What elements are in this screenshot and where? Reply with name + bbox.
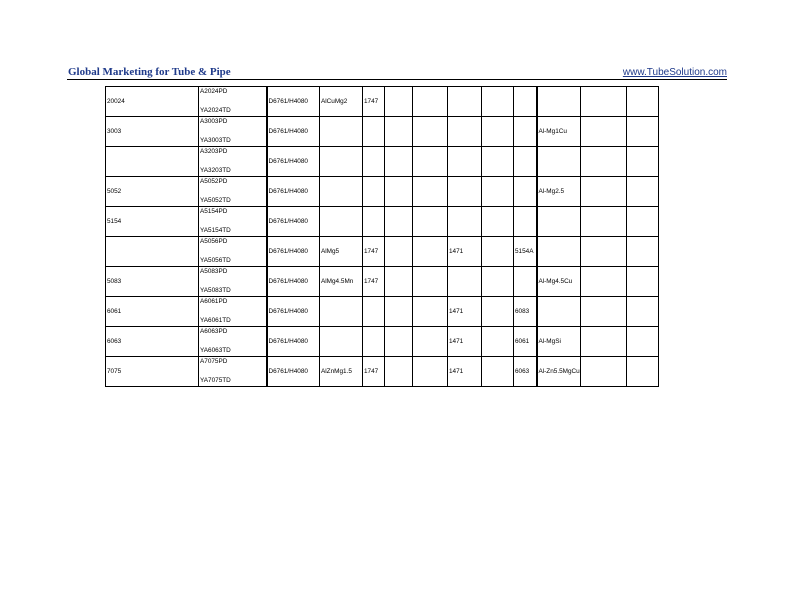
- cell-product-codes: [199, 357, 267, 387]
- cell-designation: [320, 297, 363, 327]
- cell-col6: [385, 297, 413, 327]
- cell-col8: [448, 87, 482, 117]
- table-row: [106, 87, 693, 117]
- cell-col10: [514, 267, 537, 297]
- cell-code-tube: YA5056TD: [200, 257, 231, 264]
- cell-col6: [385, 267, 413, 297]
- cell-code-pipe: A5052PD: [200, 178, 228, 185]
- cell-col9: [482, 87, 514, 117]
- cell-standard: D6761/H4080: [267, 357, 320, 387]
- cell-alloy: 5083: [106, 267, 199, 297]
- cell-din: [363, 297, 385, 327]
- cell-col7: [413, 117, 448, 147]
- cell-col12: [580, 237, 626, 267]
- cell-designation: [320, 207, 363, 237]
- cell-alloy: 6061: [106, 297, 199, 327]
- cell-code-pipe: A5154PD: [200, 208, 228, 215]
- cell-alloy: [106, 147, 199, 177]
- cell-col9: [482, 177, 514, 207]
- cell-iso: [537, 87, 581, 117]
- cell-code-tube: YA3203TD: [200, 167, 231, 174]
- cell-din: [363, 177, 385, 207]
- cell-col6: [385, 147, 413, 177]
- cell-col8: 1471: [448, 297, 482, 327]
- cell-alloy: 5052: [106, 177, 199, 207]
- cell-col12: [580, 297, 626, 327]
- cell-col8: [448, 267, 482, 297]
- table-row: [106, 117, 693, 147]
- alloy-spec-table: [105, 86, 693, 387]
- table-row: [106, 177, 693, 207]
- cell-col9: [482, 207, 514, 237]
- cell-col13: [626, 267, 658, 297]
- cell-designation: AlMg4.5Mn: [320, 267, 363, 297]
- cell-iso: Al-Mg1Cu: [537, 117, 581, 147]
- cell-col9: [482, 267, 514, 297]
- cell-col6: [385, 87, 413, 117]
- cell-col12: [580, 177, 626, 207]
- page-header-link[interactable]: www.TubeSolution.com: [622, 67, 727, 78]
- cell-designation: [320, 117, 363, 147]
- cell-col10: 6061: [514, 327, 537, 357]
- cell-din: 1747: [363, 357, 385, 387]
- cell-col13: [626, 87, 658, 117]
- cell-iso: [537, 297, 581, 327]
- cell-col9: [482, 357, 514, 387]
- cell-product-codes: [199, 267, 267, 297]
- cell-code-tube: YA7075TD: [200, 377, 231, 384]
- cell-iso: [537, 147, 581, 177]
- cell-col12: [580, 357, 626, 387]
- cell-code-pipe: A5056PD: [200, 238, 228, 245]
- cell-col6: [385, 177, 413, 207]
- table-row: [106, 357, 693, 387]
- cell-code-pipe: A6063PD: [200, 328, 228, 335]
- cell-col10: [514, 207, 537, 237]
- table-row: [106, 297, 693, 327]
- cell-col8: [448, 207, 482, 237]
- cell-din: [363, 147, 385, 177]
- table-row: [106, 147, 693, 177]
- cell-din: [363, 117, 385, 147]
- cell-col9: [482, 117, 514, 147]
- cell-col9: [482, 147, 514, 177]
- cell-col6: [385, 327, 413, 357]
- cell-code-pipe: A5083PD: [200, 268, 228, 275]
- cell-din: 1747: [363, 267, 385, 297]
- cell-code-pipe: A3203PD: [200, 148, 228, 155]
- cell-col13: [626, 177, 658, 207]
- cell-product-codes: [199, 237, 267, 267]
- cell-col10: [514, 117, 537, 147]
- cell-code-pipe: A6061PD: [200, 298, 228, 305]
- cell-col6: [385, 357, 413, 387]
- cell-col10: 6083: [514, 297, 537, 327]
- cell-col7: [413, 177, 448, 207]
- cell-col13: [626, 147, 658, 177]
- table-row: [106, 237, 693, 267]
- cell-col7: [413, 87, 448, 117]
- cell-din: 1747: [363, 237, 385, 267]
- cell-code-tube: YA2024TD: [200, 107, 231, 114]
- cell-standard: D6761/H4080: [267, 327, 320, 357]
- cell-col7: [413, 267, 448, 297]
- cell-col9: [482, 327, 514, 357]
- cell-col6: [385, 117, 413, 147]
- cell-standard: D6761/H4080: [267, 237, 320, 267]
- cell-col12: [580, 87, 626, 117]
- cell-code-tube: YA5083TD: [200, 287, 231, 294]
- cell-col9: [482, 297, 514, 327]
- cell-code-pipe: A3003PD: [200, 118, 228, 125]
- cell-product-codes: [199, 117, 267, 147]
- cell-col13: [626, 207, 658, 237]
- table-row: [106, 267, 693, 297]
- cell-iso: Al-MgSi: [537, 327, 581, 357]
- cell-standard: D6761/H4080: [267, 147, 320, 177]
- cell-col8: 1471: [448, 357, 482, 387]
- cell-col7: [413, 207, 448, 237]
- cell-product-codes: [199, 297, 267, 327]
- cell-col10: 5154A: [514, 237, 537, 267]
- cell-standard: D6761/H4080: [267, 117, 320, 147]
- cell-din: 1747: [363, 87, 385, 117]
- cell-standard: D6761/H4080: [267, 207, 320, 237]
- cell-designation: AlCuMg2: [320, 87, 363, 117]
- cell-col12: [580, 147, 626, 177]
- cell-designation: AlZnMg1.5: [320, 357, 363, 387]
- cell-designation: AlMg5: [320, 237, 363, 267]
- cell-designation: [320, 177, 363, 207]
- cell-iso: Al-Mg4.5Cu: [537, 267, 581, 297]
- cell-code-tube: YA6061TD: [200, 317, 231, 324]
- cell-alloy: 5154: [106, 207, 199, 237]
- cell-col8: [448, 177, 482, 207]
- table-row: [106, 207, 693, 237]
- cell-col10: [514, 87, 537, 117]
- cell-col13: [626, 327, 658, 357]
- cell-code-tube: YA5052TD: [200, 197, 231, 204]
- cell-alloy: 7075: [106, 357, 199, 387]
- cell-designation: [320, 327, 363, 357]
- cell-col8: 1471: [448, 327, 482, 357]
- table-body: [106, 87, 693, 387]
- cell-col10: [514, 177, 537, 207]
- cell-standard: D6761/H4080: [267, 267, 320, 297]
- cell-standard: D6761/H4080: [267, 177, 320, 207]
- cell-code-tube: YA3003TD: [200, 137, 231, 144]
- header-divider: [67, 79, 727, 80]
- cell-alloy: [106, 237, 199, 267]
- cell-code-pipe: A2024PD: [200, 88, 228, 95]
- cell-col10: 6063: [514, 357, 537, 387]
- table-row: [106, 327, 693, 357]
- cell-col9: [482, 237, 514, 267]
- cell-iso: [537, 237, 581, 267]
- cell-din: [363, 327, 385, 357]
- cell-standard: D6761/H4080: [267, 297, 320, 327]
- cell-col10: [514, 147, 537, 177]
- cell-col13: [626, 237, 658, 267]
- cell-col7: [413, 237, 448, 267]
- cell-code-tube: YA5154TD: [200, 227, 231, 234]
- cell-alloy: 6063: [106, 327, 199, 357]
- cell-col7: [413, 357, 448, 387]
- cell-product-codes: [199, 207, 267, 237]
- cell-iso: [537, 207, 581, 237]
- cell-alloy: 20024: [106, 87, 199, 117]
- cell-product-codes: [199, 147, 267, 177]
- cell-alloy: 3003: [106, 117, 199, 147]
- cell-code-tube: YA6063TD: [200, 347, 231, 354]
- cell-col7: [413, 297, 448, 327]
- cell-iso: Al-Zn5.5MgCu: [537, 357, 581, 387]
- cell-col12: [580, 327, 626, 357]
- cell-col12: [580, 117, 626, 147]
- cell-iso: Al-Mg2.5: [537, 177, 581, 207]
- cell-col12: [580, 267, 626, 297]
- cell-col6: [385, 207, 413, 237]
- cell-col13: [626, 117, 658, 147]
- cell-col7: [413, 147, 448, 177]
- cell-designation: [320, 147, 363, 177]
- page-header-title: Global Marketing for Tube & Pipe: [68, 66, 231, 78]
- cell-col6: [385, 237, 413, 267]
- cell-standard: D6761/H4080: [267, 87, 320, 117]
- cell-col7: [413, 327, 448, 357]
- cell-code-pipe: A7075PD: [200, 358, 228, 365]
- cell-product-codes: [199, 177, 267, 207]
- cell-din: [363, 207, 385, 237]
- cell-product-codes: [199, 327, 267, 357]
- cell-product-codes: [199, 87, 267, 117]
- cell-col8: 1471: [448, 237, 482, 267]
- cell-col8: [448, 147, 482, 177]
- cell-col13: [626, 357, 658, 387]
- cell-col13: [626, 297, 658, 327]
- cell-col12: [580, 207, 626, 237]
- cell-col8: [448, 117, 482, 147]
